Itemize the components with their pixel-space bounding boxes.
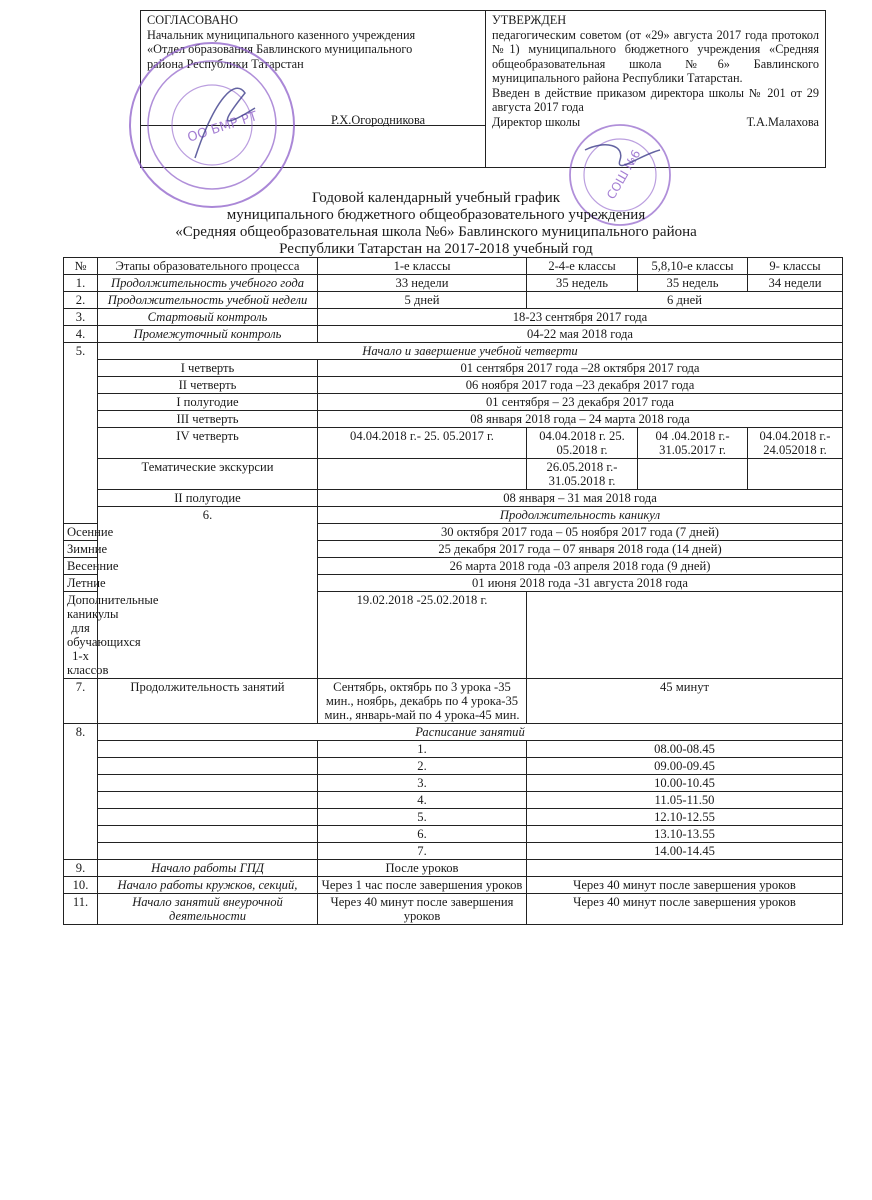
approved-title: УТВЕРЖДЕН	[492, 13, 567, 27]
row-label: Начало работы ГПД	[98, 860, 318, 877]
row-number: 5.	[64, 343, 98, 524]
row-label: Тематические экскурсии	[98, 459, 318, 490]
section-title: Расписание занятий	[98, 724, 843, 741]
cell-value: Через 40 минут после завершения уроков	[527, 894, 843, 925]
row-number: 6.	[98, 507, 318, 679]
cell-value: 30 октября 2017 года – 05 ноября 2017 года (7 дней)	[318, 524, 843, 541]
row-label: Летние	[64, 575, 98, 592]
section-title: Начало и завершение учебной четверти	[98, 343, 843, 360]
row-number: 9.	[64, 860, 98, 877]
lesson-time: 09.00-09.45	[527, 758, 843, 775]
row-number: 8.	[64, 724, 98, 860]
row-number: 10.	[64, 877, 98, 894]
lesson-row	[64, 826, 843, 843]
row-label: II четверть	[98, 377, 318, 394]
table-row	[64, 428, 843, 459]
cell-value: 26.05.2018 г.- 31.05.2018 г.	[527, 459, 638, 490]
cell-value	[527, 592, 843, 679]
cell-value: Сентябрь, октябрь по 3 урока -35 мин., ноябрь, декабрь по 4 урока-35 мин., январь-май по 4 урока-45 мин.	[318, 679, 527, 724]
lesson-number: 1.	[318, 741, 527, 758]
cell-value: 01 сентября 2017 года –28 октября 2017 года	[318, 360, 843, 377]
cell-value: 04.04.2018 г.- 24.052018 г.	[748, 428, 843, 459]
header-cell: №	[64, 258, 98, 275]
cell-value: 04 .04.2018 г.- 31.05.2017 г.	[638, 428, 748, 459]
lesson-row	[64, 843, 843, 860]
section-title: Продолжительность каникул	[318, 507, 843, 524]
table-row	[64, 326, 843, 343]
cell-value: 08 января – 31 мая 2018 года	[318, 490, 843, 507]
lesson-time: 13.10-13.55	[527, 826, 843, 843]
cell-value: 35 недель	[638, 275, 748, 292]
cell-value: 25 декабря 2017 года – 07 января 2018 года (14 дней)	[318, 541, 843, 558]
row-label: III четверть	[98, 411, 318, 428]
row-label: Начало занятий внеурочной деятельности	[98, 894, 318, 925]
header-cell: 5,8,10-е классы	[638, 258, 748, 275]
cell-value: 19.02.2018 -25.02.2018 г.	[318, 592, 527, 679]
schedule-table	[63, 257, 843, 925]
table-header-row	[64, 258, 843, 275]
lesson-row	[64, 758, 843, 775]
lesson-time: 10.00-10.45	[527, 775, 843, 792]
row-number: 4.	[64, 326, 98, 343]
stamp-left-image	[125, 38, 300, 213]
cell-value: Через 40 минут после завершения уроков	[527, 877, 843, 894]
row-number: 11.	[64, 894, 98, 925]
lesson-time: 08.00-08.45	[527, 741, 843, 758]
cell-value: 26 марта 2018 года -03 апреля 2018 года (9 дней)	[318, 558, 843, 575]
cell-value: 04.04.2018 г. 25. 05.2018 г.	[527, 428, 638, 459]
table-row	[64, 309, 843, 326]
cell-value: 08 января 2018 года – 24 марта 2018 года	[318, 411, 843, 428]
row-label: Начало работы кружков, секций,	[98, 877, 318, 894]
row-label: Стартовый контроль	[98, 309, 318, 326]
table-row	[64, 394, 843, 411]
row-number: 1.	[64, 275, 98, 292]
lesson-number: 4.	[318, 792, 527, 809]
director-label: Директор школы	[492, 114, 581, 129]
table-row	[64, 377, 843, 394]
lesson-row	[64, 809, 843, 826]
lesson-time: 14.00-14.45	[527, 843, 843, 860]
table-row	[64, 894, 843, 925]
row-label: I четверть	[98, 360, 318, 377]
table-row	[64, 411, 843, 428]
header-cell: 1-е классы	[318, 258, 527, 275]
table-row	[64, 679, 843, 724]
row-label: Промежуточный контроль	[98, 326, 318, 343]
lesson-number: 2.	[318, 758, 527, 775]
row-label: Продолжительность занятий	[98, 679, 318, 724]
cell-value: 45 минут	[527, 679, 843, 724]
cell-value	[318, 459, 527, 490]
cell-value: 04.04.2018 г.- 25. 05.2017 г.	[318, 428, 527, 459]
table-row	[64, 459, 843, 490]
agreed-line: района Республики Татарстан	[147, 56, 304, 71]
cell-value	[748, 459, 843, 490]
row-label: Продолжительность учебной недели	[98, 292, 318, 309]
row-label: Осенние	[64, 524, 98, 541]
agreed-title: СОГЛАСОВАНО	[147, 13, 239, 27]
header-cell: 9- классы	[748, 258, 843, 275]
lesson-row	[64, 792, 843, 809]
cell-value: Через 40 минут после завершения уроков	[318, 894, 527, 925]
cell-value	[527, 860, 843, 877]
table-row	[64, 877, 843, 894]
row-label: Весенние	[64, 558, 98, 575]
cell-value: 18-23 сентября 2017 года	[318, 309, 843, 326]
approved-text: педагогическим советом (от «29» августа 2017 года протокол №1) муниципального бюджетного учреждения «Средняя общеобразовательная школа №6» Бавлинского муниципального района Республики Татарстан.	[492, 27, 819, 85]
svg-text:ОО БМР РТ: ОО БМР РТ	[185, 109, 260, 146]
row-number: 2.	[64, 292, 98, 309]
row-label: II полугодие	[98, 490, 318, 507]
svg-text:СОШ №6: СОШ №6	[604, 147, 644, 202]
lesson-number: 3.	[318, 775, 527, 792]
agreed-name: Р.Х.Огородникова	[331, 113, 426, 127]
cell-value: 33 недели	[318, 275, 527, 292]
cell-value: 6 дней	[527, 292, 843, 309]
document-title	[0, 190, 872, 258]
lesson-number: 5.	[318, 809, 527, 826]
table-row	[64, 507, 843, 524]
title-line: Республики Татарстан на 2017-2018 учебный год	[279, 241, 593, 257]
header-cell: Этапы образовательного процесса	[98, 258, 318, 275]
table-row	[64, 292, 843, 309]
cell-value: 01 сентября – 23 декабря 2017 года	[318, 394, 843, 411]
table-row	[64, 343, 843, 360]
lesson-row	[64, 775, 843, 792]
lesson-time: 11.05-11.50	[527, 792, 843, 809]
title-line: Годовой календарный учебный график	[311, 190, 561, 206]
table-row	[64, 360, 843, 377]
title-line: муниципального бюджетного общеобразовательного учреждения	[226, 207, 646, 223]
row-label: IV четверть	[98, 428, 318, 459]
introduced-text: Введен в действие приказом директора школы № 201 от 29 августа 2017 года	[492, 85, 819, 114]
row-label: I полугодие	[98, 394, 318, 411]
row-label: Продолжительность учебного года	[98, 275, 318, 292]
table-row	[64, 275, 843, 292]
table-row	[64, 724, 843, 741]
lesson-row	[64, 741, 843, 758]
row-number: 7.	[64, 679, 98, 724]
cell-value: 06 ноября 2017 года –23 декабря 2017 года	[318, 377, 843, 394]
lesson-time: 12.10-12.55	[527, 809, 843, 826]
lesson-number: 6.	[318, 826, 527, 843]
agreed-line: Начальник муниципального казенного учреждения	[147, 27, 416, 42]
title-line: «Средняя общеобразовательная школа №6» Бавлинского муниципального района	[175, 224, 697, 240]
header-cell: 2-4-е классы	[527, 258, 638, 275]
cell-value: 5 дней	[318, 292, 527, 309]
cell-value: 35 недель	[527, 275, 638, 292]
director-name: Т.А.Малахова	[746, 114, 819, 129]
cell-value: 34 недели	[748, 275, 843, 292]
table-row	[64, 860, 843, 877]
table-row	[64, 490, 843, 507]
row-label: Дополнительные каникулы для обучающихся 1-х классов	[64, 592, 98, 679]
cell-value: 01 июня 2018 года -31 августа 2018 года	[318, 575, 843, 592]
agreed-line: «Отдел образования Бавлинского муниципального	[147, 42, 413, 56]
row-number: 3.	[64, 309, 98, 326]
cell-value: После уроков	[318, 860, 527, 877]
cell-value	[638, 459, 748, 490]
row-label: Зимние	[64, 541, 98, 558]
cell-value: 04-22 мая 2018 года	[318, 326, 843, 343]
cell-value: Через 1 час после завершения уроков	[318, 877, 527, 894]
lesson-number: 7.	[318, 843, 527, 860]
